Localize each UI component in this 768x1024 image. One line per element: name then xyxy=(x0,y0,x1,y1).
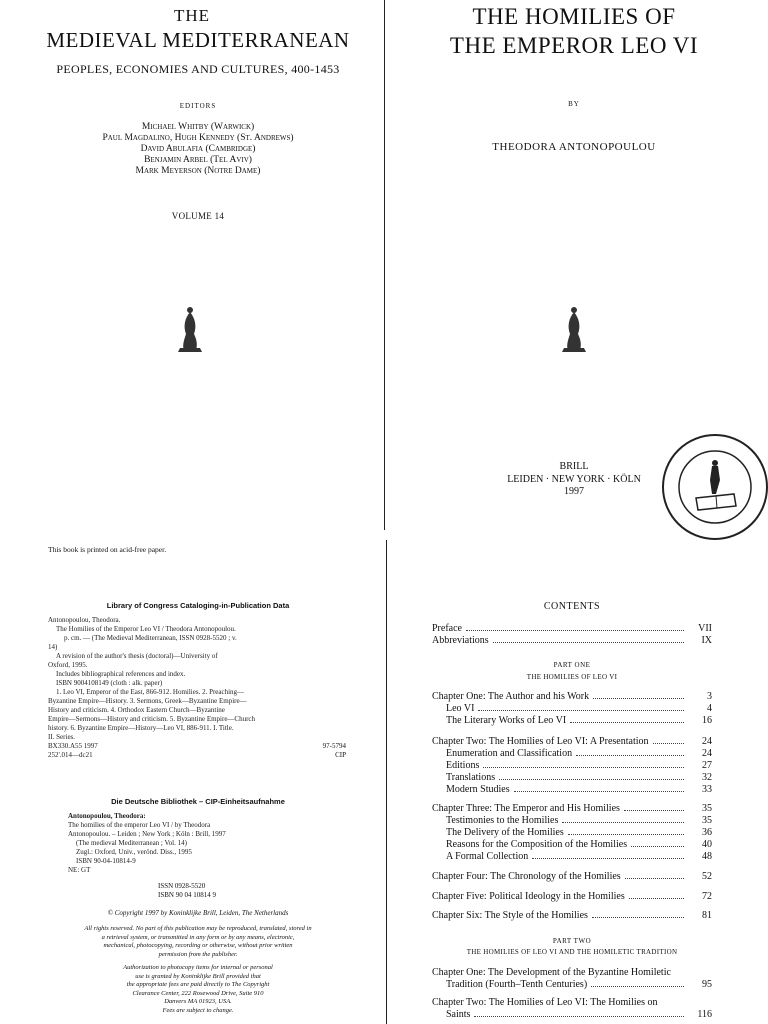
toc-entry-title: Chapter One: The Author and his Work xyxy=(432,691,590,702)
contents-heading: CONTENTS xyxy=(543,601,601,612)
part-two-label: PART TWO xyxy=(552,937,592,945)
authorization-line: Danvers MA 01923, USA. xyxy=(164,998,232,1005)
toc-entry-page: 33 xyxy=(702,784,712,795)
toc-entry[interactable] xyxy=(432,623,712,634)
toc-chapter-line[interactable]: Chapter One: The Development of the Byzantine Homiletic xyxy=(432,967,671,978)
toc-entry-page: 36 xyxy=(702,827,712,838)
toc-chapter-line[interactable]: Chapter Two: The Homilies of Leo VI: The Homilies on xyxy=(432,997,658,1008)
book-title-line2: THE EMPEROR LEO VI xyxy=(449,33,699,58)
editors-list xyxy=(0,122,396,177)
toc-entry-page: 116 xyxy=(697,1009,712,1020)
toc-entry-page: 72 xyxy=(702,891,712,902)
toc-entry-page: 40 xyxy=(702,839,712,850)
publisher-places: LEIDEN · NEW YORK · KÖLN xyxy=(507,474,641,485)
photocopy-authorization-block xyxy=(48,964,348,1015)
editor-name: Paul Magdalino, Hugh Kennedy (St. Andrews) xyxy=(102,133,294,143)
volume-number: VOLUME 14 xyxy=(171,211,225,221)
toc-entry-page: 81 xyxy=(702,910,712,921)
copyright-notice: © Copyright 1997 by Koninklijke Brill, Leiden, The Netherlands xyxy=(107,909,289,917)
toc-entry-title: A Formal Collection xyxy=(446,851,529,862)
authorization-line: Fees are subject to change. xyxy=(162,1006,234,1014)
cip-line: Byzantine Empire—History. 3. Sermons, Greek—Byzantine Empire— xyxy=(48,697,247,705)
toc-section[interactable] xyxy=(446,851,712,862)
cip-line: ISBN 9004108149 (cloth : alk. paper) xyxy=(56,679,163,687)
loc-cip-block xyxy=(48,616,348,760)
authorization-line: Authorization to photocopy items for internal or personal xyxy=(123,964,273,971)
dnb-line: ISBN 90-04-10814-9 xyxy=(76,857,136,865)
publication-year: 1997 xyxy=(564,486,584,497)
toc-entry-title: The Literary Works of Leo VI xyxy=(446,715,567,726)
toc-entry-title: Chapter Four: The Chronology of the Homilies xyxy=(432,871,621,882)
cip-line: A revision of the author's thesis (doctoral)—University of xyxy=(56,652,218,660)
toc-entry[interactable] xyxy=(432,635,712,646)
loc-heading: Library of Congress Cataloging-in-Publication Data xyxy=(106,601,290,610)
toc-chapter[interactable] xyxy=(432,736,712,747)
toc-entry-page: 48 xyxy=(702,851,712,862)
cip-line: history. 6. Byzantine Empire—History—Leo VI, 886-911. I. Title. xyxy=(48,724,234,732)
toc-entry-title: Reasons for the Composition of the Homilies xyxy=(446,839,628,850)
toc-section[interactable] xyxy=(446,748,712,759)
toc-entry-title: Abbreviations xyxy=(432,635,489,646)
book-title-line1: THE HOMILIES OF xyxy=(472,4,676,29)
dnb-line: Antonopoulou, Theodora: xyxy=(68,812,146,820)
authorization-line: use is granted by Koninklijke Brill provided that xyxy=(135,972,261,980)
cip-line: Includes bibliographical references and index. xyxy=(56,670,186,678)
rights-line: a retrieval system, or transmitted in any form or by any means, electronic, xyxy=(101,933,295,941)
toc-entry-title: Tradition (Fourth–Tenth Centuries) xyxy=(446,979,588,990)
toc-entry-title: Modern Studies xyxy=(446,784,510,795)
title-page xyxy=(384,0,768,535)
toc-entry-page: 3 xyxy=(707,691,712,702)
toc-entry-page: 35 xyxy=(702,815,712,826)
editor-name: David Abulafia (Cambridge) xyxy=(140,144,256,154)
cip-line: 14) xyxy=(48,643,58,651)
editors-label: EDITORS xyxy=(179,102,217,110)
editor-name: Mark Meyerson (Notre Dame) xyxy=(135,166,261,176)
dnb-heading: Die Deutsche Bibliothek – CIP-Einheitsaufnahme xyxy=(111,797,285,806)
toc-chapter[interactable] xyxy=(432,691,712,702)
rights-reserved-block xyxy=(48,925,348,959)
cip-line: 1. Leo VI, Emperor of the East, 866-912. Homilies. 2. Preaching— xyxy=(56,688,245,696)
logo-figure-icon xyxy=(178,307,202,352)
dnb-cip-block xyxy=(68,812,368,875)
acid-free-note: This book is printed on acid-free paper. xyxy=(48,545,167,554)
series-label: THE xyxy=(173,6,211,25)
toc-chapter[interactable] xyxy=(432,910,712,921)
cip-line: Empire—Sermons—History and criticism. 5. Byzantine Empire—Church xyxy=(48,715,256,723)
toc-section[interactable] xyxy=(446,784,712,795)
toc-entry-title: Preface xyxy=(432,623,462,634)
copyright-page xyxy=(0,535,384,1024)
toc-entry-title: Leo VI xyxy=(446,703,475,714)
toc-entry-page: 24 xyxy=(702,736,712,747)
brill-publisher-logo xyxy=(150,290,230,370)
toc-entry-page: 35 xyxy=(702,803,712,814)
toc-section[interactable] xyxy=(446,839,712,850)
toc-section[interactable] xyxy=(446,703,712,714)
toc-section[interactable] xyxy=(446,772,712,783)
toc-entry-page: 95 xyxy=(702,979,712,990)
cip-line: BX330.A55 1997 xyxy=(48,742,98,750)
series-title: MEDIEVAL MEDITERRANEAN xyxy=(46,28,350,52)
brill-publisher-logo xyxy=(534,290,614,370)
toc-entry-page: 24 xyxy=(702,748,712,759)
toc-entry-title: Translations xyxy=(446,772,496,783)
toc-entry-title: Saints xyxy=(446,1009,471,1020)
toc-entry-title: Editions xyxy=(446,760,480,771)
cip-line: p. cm. — (The Medieval Mediterranean, ISSN 0928-5520 ; v. xyxy=(64,634,237,642)
toc-chapter-continued[interactable] xyxy=(446,979,712,990)
rights-line: permission from the publisher. xyxy=(158,950,238,958)
rights-line: All rights reserved. No part of this publication may be reproduced, translated, stored in xyxy=(84,925,312,932)
toc-section[interactable] xyxy=(446,715,712,726)
toc-entry-page: 52 xyxy=(702,871,712,882)
toc-entry-title: Enumeration and Classification xyxy=(446,748,573,759)
cip-line: II. Series. xyxy=(48,733,76,741)
cip-line: The Homilies of the Emperor Leo VI / Theodora Antonopoulou. xyxy=(56,625,236,633)
logo-motto xyxy=(130,292,250,298)
issn: ISSN 0928-5520 xyxy=(158,882,206,890)
publisher-name: BRILL xyxy=(559,461,589,472)
toc-entry-title: Chapter Two: The Homilies of Leo VI: A Presentation xyxy=(432,736,649,747)
dnb-line: Antonopoulou. – Leiden ; New York ; Köln : Brill, 1997 xyxy=(68,830,226,838)
toc-entry-title: The Delivery of the Homilies xyxy=(446,827,564,838)
contents-page xyxy=(384,535,768,1024)
authorization-line: Clearance Center, 222 Rosewood Drive, Suite 910 xyxy=(132,989,264,997)
toc-section[interactable] xyxy=(446,760,712,771)
toc-entry-page: IX xyxy=(701,635,712,646)
by-label: BY xyxy=(568,100,580,108)
editor-name: Benjamin Arbel (Tel Aviv) xyxy=(144,155,252,165)
rights-line: mechanical, photocopying, recording or otherwise, without prior written xyxy=(103,942,293,949)
part-one-title: THE HOMILIES OF LEO VI xyxy=(526,673,618,681)
toc-section[interactable] xyxy=(446,815,712,826)
toc-entry-title: Chapter Six: The Style of the Homilies xyxy=(432,910,588,921)
cip-line: Oxford, 1995. xyxy=(48,661,88,669)
toc-entry-title: Chapter Three: The Emperor and His Homilies xyxy=(432,803,620,814)
dnb-line: The homilies of the emperor Leo VI / by Theodora xyxy=(68,821,211,829)
author-name: THEODORA ANTONOPOULOU xyxy=(492,141,656,153)
toc-entry-page: 4 xyxy=(707,703,712,714)
editor-name: Michael Whitby (Warwick) xyxy=(141,122,255,132)
cip-line: History and criticism. 4. Orthodox Eastern Church—Byzantine xyxy=(48,706,225,714)
stamp-figure-icon xyxy=(696,460,736,510)
toc-chapter[interactable] xyxy=(432,871,712,882)
dnb-line: NE: GT xyxy=(68,866,91,874)
loc-cip-label: CIP xyxy=(335,751,346,759)
series-page xyxy=(0,0,384,535)
university-library-stamp xyxy=(660,432,768,542)
isbn: ISBN 90 04 10814 9 xyxy=(158,891,216,899)
toc-entry-page: 27 xyxy=(702,760,712,771)
toc-chapter[interactable] xyxy=(432,891,712,902)
toc-section[interactable] xyxy=(446,827,712,838)
series-subtitle: PEOPLES, ECONOMIES AND CULTURES, 400-1453 xyxy=(56,62,340,76)
toc-entry-page: VII xyxy=(698,623,712,634)
toc-entry-page: 32 xyxy=(702,772,712,783)
loc-card-number: 97-5794 xyxy=(322,742,346,750)
loc-card-number-block xyxy=(300,742,346,760)
part-one-label: PART ONE xyxy=(553,661,591,669)
dnb-line: (The medieval Mediterranean ; Vol. 14) xyxy=(76,839,187,847)
logo-figure-icon xyxy=(562,307,586,352)
cip-line: Antonopoulou, Theodora. xyxy=(48,616,121,624)
toc-entry-title: Testimonies to the Homilies xyxy=(446,815,559,826)
authorization-line: the appropriate fees are paid directly to The Copyright xyxy=(126,981,270,988)
toc-chapter[interactable] xyxy=(432,803,712,814)
toc-entry-title: Chapter Five: Political Ideology in the Homilies xyxy=(432,891,625,902)
dnb-line: Zugl.: Oxford, Univ., verönd. Diss., 1995 xyxy=(76,848,192,856)
cip-line: 252'.014—dc21 xyxy=(48,751,93,759)
toc-chapter-continued[interactable] xyxy=(446,1009,712,1020)
toc-entry-page: 16 xyxy=(702,715,712,726)
part-two-title: THE HOMILIES OF LEO VI AND THE HOMILETIC TRADITION xyxy=(466,948,678,956)
issn-isbn-block xyxy=(158,882,216,900)
